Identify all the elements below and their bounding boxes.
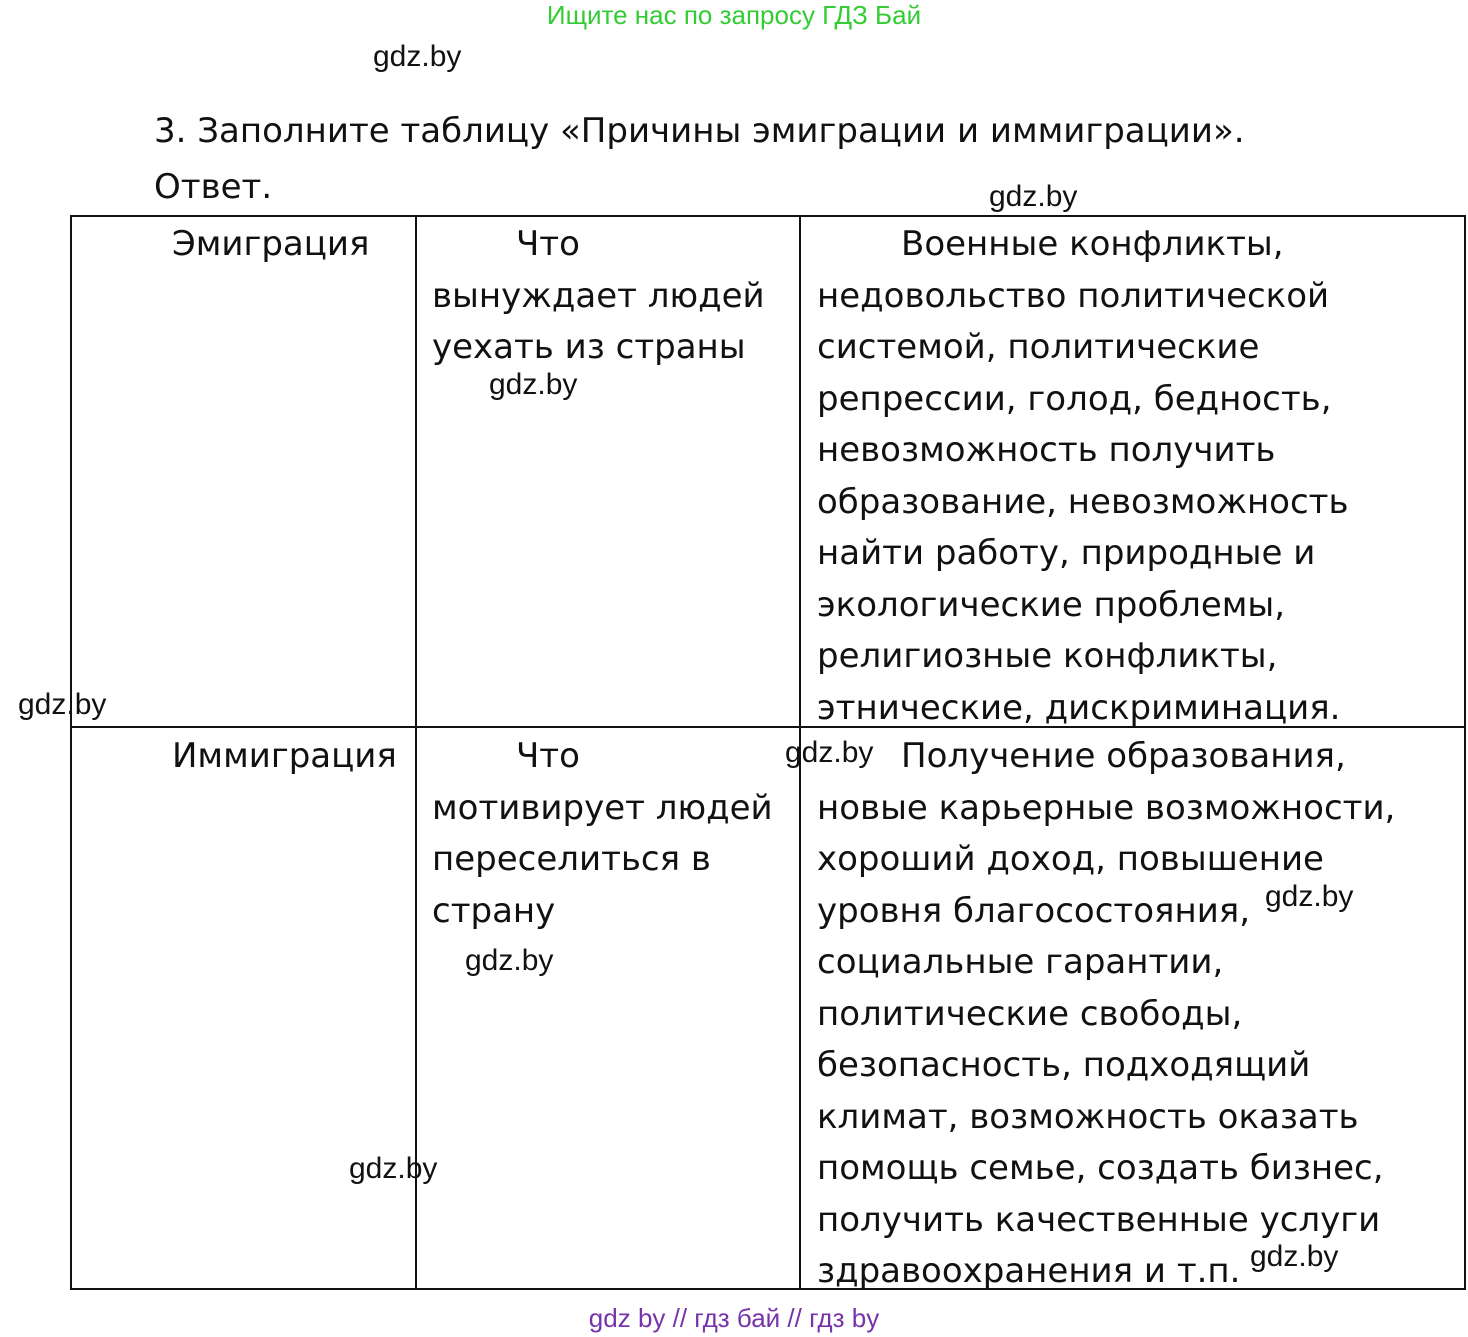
task-heading: 3. Заполните таблицу «Причины эмиграции и иммиграции». <box>154 111 1245 151</box>
watermark: gdz.by <box>349 1152 438 1185</box>
watermark: gdz.by <box>785 736 874 769</box>
immigration-reasons-cell: Получение образования, новые карьерные возможности, хороший доход, повышение уровня благосостояния, социальные гарантии, политические свободы, безопасность, подходящий климат, возможность оказать помощь семье, создать бизнес, получить качественные услуги здравоохранения и т.п. <box>817 736 1396 1291</box>
immigration-term-cell: Иммиграция <box>172 736 397 776</box>
top-banner: Ищите нас по запросу ГДЗ Бай <box>546 0 922 30</box>
watermark: gdz.by <box>373 40 462 73</box>
emigration-reasons-cell: Военные конфликты, недовольство политической системой, политические репрессии, голод, бедность, невозможность получить образование, невозможность найти работу, природные и экологические проблемы, религиозные конфликты, этнические, дискриминация. <box>817 224 1349 728</box>
watermark: gdz.by <box>1250 1240 1339 1273</box>
immigration-question-cell: Что мотивирует людей переселиться в страну <box>432 736 773 931</box>
emigration-question-cell: Что вынуждает людей уехать из страны <box>432 224 765 367</box>
watermark: gdz.by <box>1265 880 1354 913</box>
watermark: gdz.by <box>18 688 107 721</box>
table-column-divider <box>415 217 417 1288</box>
footer-links: gdz by // гдз бай // гдз by <box>588 1303 880 1333</box>
watermark: gdz.by <box>989 180 1078 213</box>
watermark: gdz.by <box>465 944 554 977</box>
watermark: gdz.by <box>489 368 578 401</box>
answer-label: Ответ. <box>154 167 273 207</box>
emigration-term-cell: Эмиграция <box>172 224 370 264</box>
reasons-table <box>70 215 1466 1290</box>
